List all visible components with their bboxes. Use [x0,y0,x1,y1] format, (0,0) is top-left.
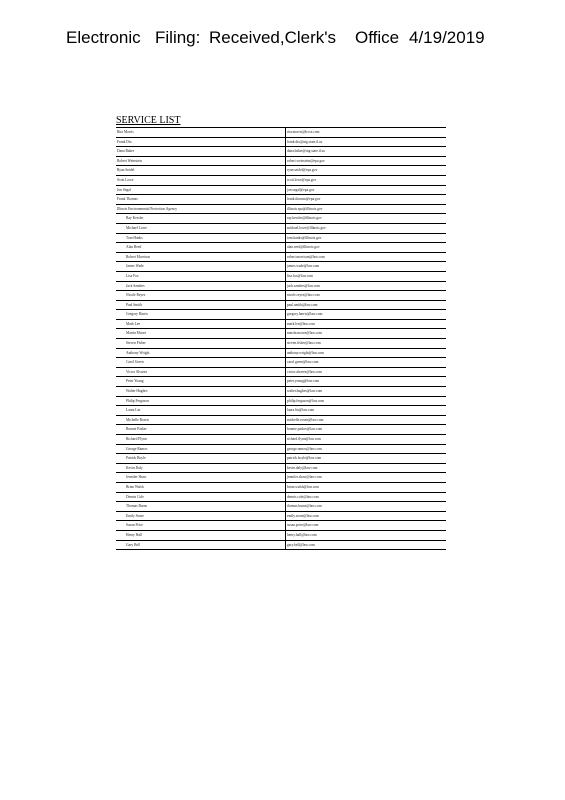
service-list-party-name: Peter Young [126,379,144,384]
service-list-row [116,128,446,138]
service-list-row [116,416,446,426]
header-word-office: Office [355,28,400,47]
header-word-electronic: Electronic [66,28,141,47]
service-list-row [116,176,446,186]
service-list-email: george.ramos@law.com [285,445,446,454]
service-list-table [116,127,446,550]
service-list-party-name: Richard Flynn [126,437,147,441]
service-list-row [116,406,446,416]
service-list-party-name: Robert Weinstein [117,158,142,163]
service-list-email: michelle.rosen@law.com [285,416,446,425]
service-list-party-name: James Wade [126,264,144,269]
service-list-party-name: Martin Moore [126,331,147,336]
service-list-email: mark.lee@law.com [285,320,446,329]
service-list-row [116,272,446,282]
service-list-party-name: Jon Segal [117,187,131,192]
service-list-row [116,339,446,349]
service-list-row [116,320,446,330]
service-list-party-name: Gary Bell [126,542,141,547]
service-list-row [116,473,446,483]
service-list-email: brian.walsh@law.com [285,483,446,492]
service-list-row [116,512,446,522]
service-list-row [116,329,446,339]
service-list-email: michael.lowe@illinois.gov [285,224,446,233]
service-list-page [116,115,446,577]
header-word-filing: Filing: [155,28,201,47]
service-list-email: frank.dix@atg.state.il.us [285,138,446,147]
service-list-title: SERVICE LIST [116,115,181,126]
service-list-email: paul.smith@law.com [285,301,446,310]
service-list-party-name: George Ramos [126,446,148,451]
service-list-party-name: Michelle Rosen [126,417,149,422]
service-list-party-name: Dennis Cole [126,494,144,499]
service-list-email: bonnie.parker@law.com [285,425,446,434]
service-list-party-name: Paul Smith [126,302,142,307]
service-list-row [116,445,446,455]
service-list-email: illinois.epa@illinois.gov [285,205,446,214]
service-list-party-name: Anthony Wright [126,350,150,355]
service-list-email: gregory.harris@law.com [285,310,446,319]
service-list-email: dennis.cole@law.com [285,493,446,502]
service-list-row [116,234,446,244]
service-list-party-name: Gregory Harris [126,312,148,317]
service-list-email: peter.young@law.com [285,377,446,386]
service-list-party-name: Steven Fisher [126,341,146,346]
service-list-row [116,262,446,272]
service-list-row [116,454,446,464]
service-list-row [116,425,446,435]
service-list-party-name: Lisa Fox [126,273,139,278]
service-list-email: jennifer.shaw@law.com [285,473,446,482]
service-list-party-name: Philip Ferguson [126,398,149,403]
service-list-email: dana.baker@atg.state.il.us [285,147,446,156]
service-list-party-name: Robert Morrison [126,254,151,259]
service-list-party-name: Nicole Reyes [126,293,146,298]
service-list-row [116,521,446,531]
service-list-row [116,368,446,378]
service-list-party-name: Walter Hughes [126,389,148,394]
service-list-party-name: Frank Dix [117,139,132,144]
service-list-email: scott.lowe@epa.gov [285,176,446,185]
service-list-party-name: Brian Walsh [126,484,144,489]
service-list-row [116,493,446,503]
service-list-email: robert.weinstein@epa.gov [285,157,446,166]
service-list-row [116,243,446,253]
service-list-row [116,205,446,215]
service-list-email: thomas.burns@law.com [285,502,446,511]
service-list-row [116,377,446,387]
service-list-email: kevin.daly@law.com [285,464,446,473]
service-list-email: lisa.fox@law.com [285,272,446,281]
service-list-party-name: Ryan Seidel [117,168,135,173]
service-list-email: ryan.seidel@epa.gov [285,166,446,175]
service-list-email: carol.green@law.com [285,358,446,367]
service-list-row [116,435,446,445]
service-list-row [116,186,446,196]
header-word-received-clerks: Received,Clerk's [209,28,337,47]
service-list-party-name: Rita Morris [117,130,134,134]
service-list-row [116,349,446,359]
service-list-email: gary.bell@law.com [285,541,446,550]
service-list-row [116,147,446,157]
service-list-email: patrick.boyle@law.com [285,454,446,463]
service-list-email: anthony.wright@law.com [285,349,446,358]
service-list-row [116,157,446,167]
service-list-row [116,502,446,512]
service-list-row [116,224,446,234]
service-list-row [116,531,446,541]
service-list-party-name: Mark Lee [126,321,141,326]
service-list-email: susan.price@law.com [285,521,446,530]
electronic-filing-header [66,27,486,49]
service-list-row [116,301,446,311]
service-list-email: ray.kessler@illinois.gov [285,214,446,223]
service-list-email: laura.lin@law.com [285,406,446,415]
service-list-party-name: Frank Thomas [117,197,138,202]
service-list-party-name: Scott Lowe [117,177,134,182]
service-list-email: emily.stone@law.com [285,512,446,521]
service-list-row [116,166,446,176]
service-list-email: frank.thomas@epa.gov [285,195,446,204]
service-list-email: jon.segal@epa.gov [285,186,446,195]
service-list-email: richard.flynn@law.com [285,435,446,444]
service-list-email: tom.hanks@illinois.gov [285,234,446,243]
service-list-party-name: Laura Lin [126,408,141,413]
service-list-row [116,310,446,320]
service-list-email: robert.morrison@law.com [285,253,446,262]
service-list-row [116,282,446,292]
service-list-email: victor.alvarez@law.com [285,368,446,377]
service-list-email: james.wade@law.com [285,262,446,271]
service-list-row [116,387,446,397]
service-list-email: alan.reed@illinois.gov [285,243,446,252]
service-list-party-name: Jennifer Shaw [126,475,147,480]
service-list-party-name: Patrick Boyle [126,456,146,461]
service-list-email: jack.sanders@law.com [285,282,446,291]
service-list-party-name: Thomas Burns [126,504,148,509]
service-list-party-name: Ray Kessler [126,216,144,221]
service-list-row [116,195,446,205]
service-list-party-name: Michael Lowe [126,225,147,230]
service-list-row [116,397,446,407]
service-list-row [116,291,446,301]
service-list-email: henry.hall@law.com [285,531,446,540]
service-list-row [116,214,446,224]
service-list-email: walter.hughes@law.com [285,387,446,396]
service-list-email: rita.morris@lrcca.com [285,128,446,137]
header-filing-date: 4/19/2019 [409,28,485,47]
service-list-party-name: Kevin Daly [126,465,143,470]
service-list-row [116,138,446,148]
service-list-party-name: Emily Stone [126,513,144,518]
service-list-row [116,253,446,263]
service-list-party-name: Carol Green [126,360,144,365]
service-list-email: nicole.reyes@law.com [285,291,446,300]
service-list-party-name: Tom Hanks [126,235,143,240]
service-list-party-name: Victor Alvarez [126,369,148,374]
service-list-party-name: Jack Sanders [126,283,145,288]
service-list-row [116,483,446,493]
service-list-party-name: Alan Reed [126,245,142,250]
service-list-email: philip.ferguson@law.com [285,397,446,406]
service-list-party-name: Susan Price [126,523,143,528]
service-list-party-name: Bonnie Parker [126,427,147,432]
service-list-row [116,464,446,474]
service-list-party-name: Dana Baker [117,149,135,154]
service-list-email: martin.moore@law.com [285,329,446,338]
service-list-row [116,541,446,551]
service-list-row [116,358,446,368]
service-list-email: steven.fisher@law.com [285,339,446,348]
service-list-party-name: Illinois Environmental Protection Agency [117,206,177,211]
service-list-party-name: Henry Hall [126,532,143,537]
